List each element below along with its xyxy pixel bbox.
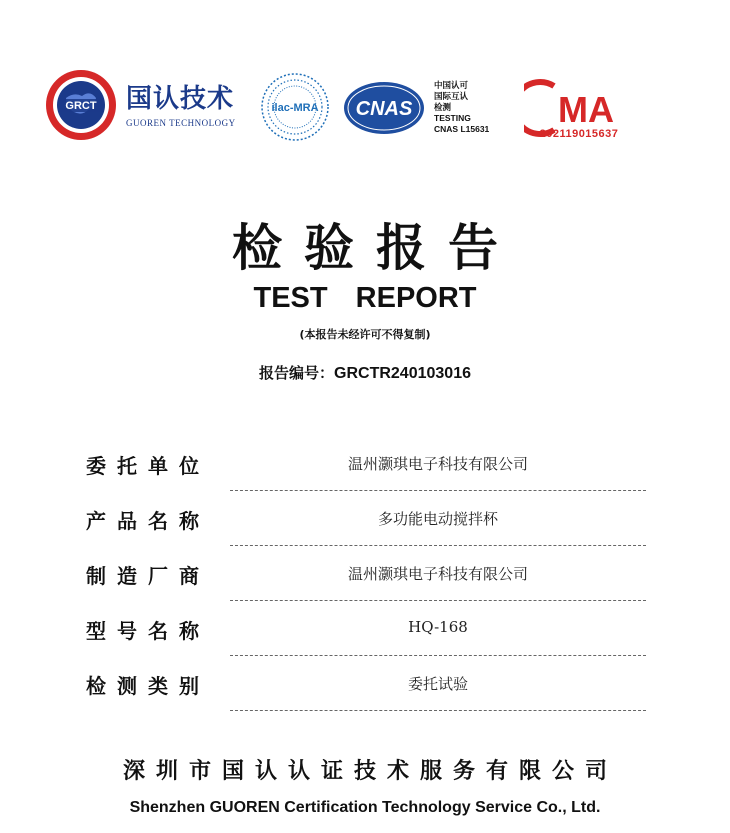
info-value: 温州灏琪电子科技有限公司 [347,455,528,473]
ilac-mra-logo [260,72,330,142]
info-value: 委托试验 [407,675,468,693]
ilac-text: ilac-MRA [271,102,319,114]
info-row-test-type [86,660,646,715]
info-value: 温州灏琪电子科技有限公司 [347,565,528,583]
info-row-manufacturer [86,550,646,605]
dashed-underline [230,710,646,711]
cma-text: MA [558,89,614,130]
cnas-caption-line: 国际互认 [434,91,469,101]
cnas-caption-line: 检测 [434,102,452,112]
cnas-text: CNAS [355,98,413,120]
dashed-underline [230,655,646,656]
dashed-underline [230,490,646,491]
grct-logo [44,68,244,144]
cnas-caption-line: 中国认可 [434,80,469,90]
report-number-value: GRCTR240103016 [334,365,471,382]
dashed-underline [230,600,646,601]
info-label: 委托单位 [86,454,210,478]
grct-globe-icon [44,68,118,142]
info-row-model [86,605,646,660]
report-title-cn: 检验报告 [232,218,520,277]
info-row-client [86,440,646,495]
info-label: 产品名称 [86,509,210,533]
cnas-caption-line: CNAS L15631 [434,124,490,134]
cma-number: 202119015637 [539,128,619,140]
info-row-product [86,495,646,550]
info-value: 多功能电动搅拌杯 [377,510,498,528]
info-label: 检测类别 [86,674,210,698]
copy-notice: (本报告未经许可不得复制) [299,328,431,341]
cnas-caption [434,80,489,135]
info-label: 型号名称 [86,619,210,643]
company-name-cn: 深圳市国认认证技术服务有限公司 [122,759,618,784]
cnas-caption-line: TESTING [434,113,471,123]
info-table [86,440,646,715]
report-title-en: TEST REPORT [253,282,477,314]
company-name-en: Shenzhen GUOREN Certification Technology Service Co., Ltd. [129,799,601,816]
report-number [0,362,730,383]
info-value: HQ-168 [408,618,468,636]
grct-ring-text: GRCT [65,100,97,112]
logo-strip [44,66,644,150]
grct-name-en: GUOREN TECHNOLOGY [126,118,236,128]
cnas-logo [342,80,426,136]
grct-name-cn: 国认技术 [126,84,235,114]
info-label: 制造厂商 [86,564,210,588]
report-number-label: 报告编号： [259,364,335,382]
dashed-underline [230,545,646,546]
